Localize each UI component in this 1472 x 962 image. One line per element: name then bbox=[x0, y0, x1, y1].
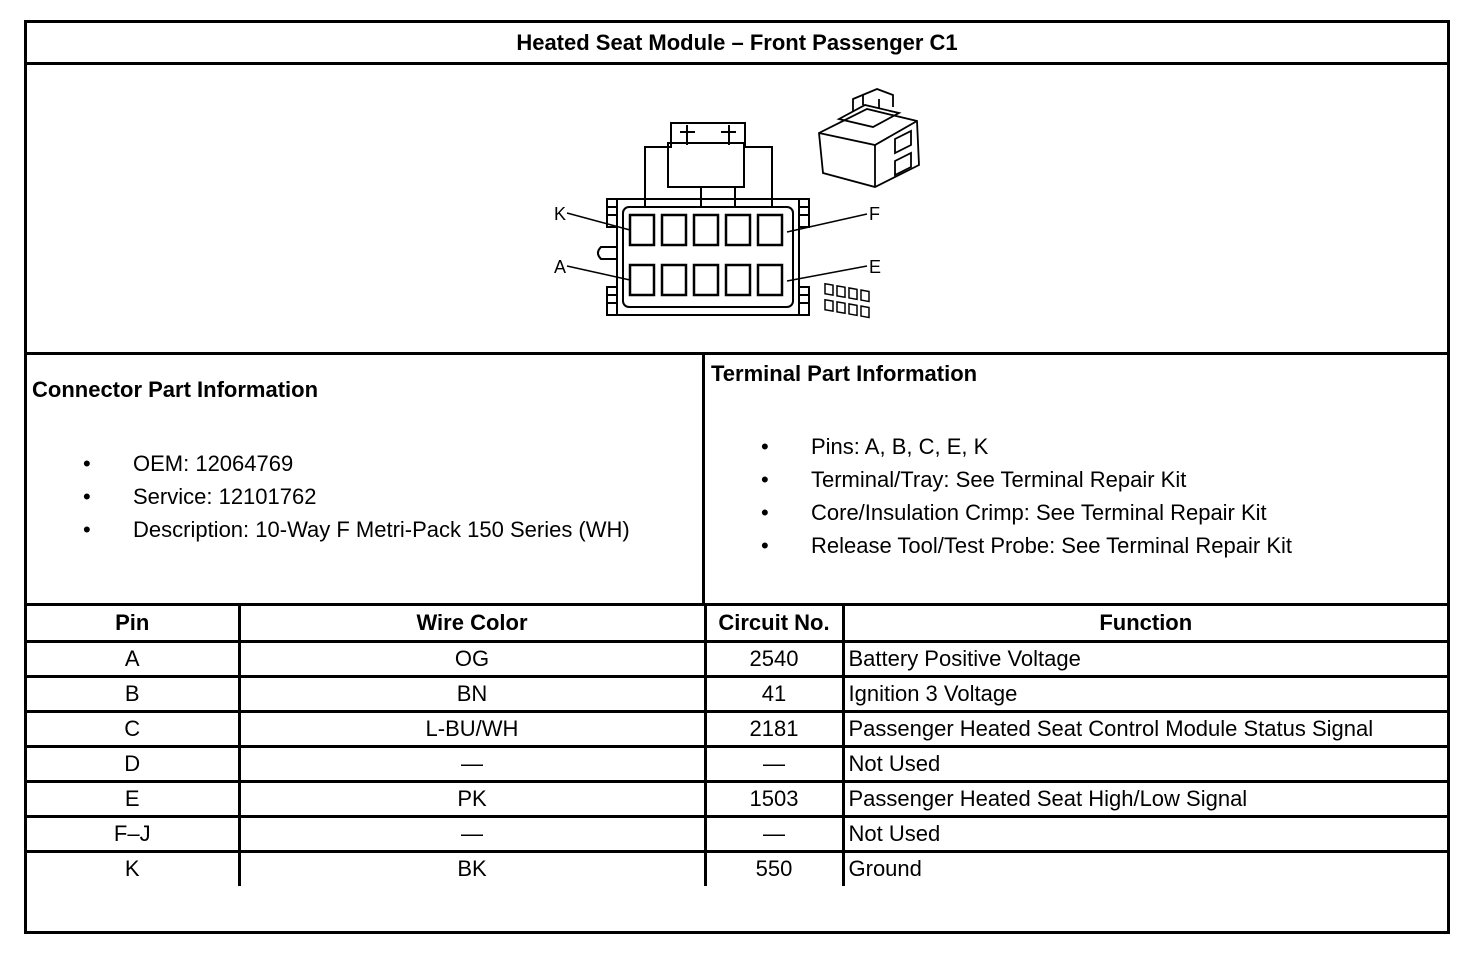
pin-cell: F–J bbox=[27, 816, 239, 851]
circuit-cell: 2540 bbox=[705, 641, 843, 676]
cavity-e bbox=[758, 265, 782, 295]
pin-label-e: E bbox=[869, 257, 882, 277]
terminal-part-info: Terminal Part Information • Pins: A, B, C, E, K • Terminal/Tray: See Terminal Repair Kit • Core/Insulation Crimp: See Terminal Repair Kit • Release Tool/Test Probe: See Terminal Repair Kit bbox=[705, 355, 1448, 603]
part-info-section bbox=[27, 355, 1447, 606]
col-header-function: Function bbox=[843, 606, 1447, 641]
connector-face-drawing bbox=[27, 65, 1447, 352]
terminal-info-heading: Terminal Part Information bbox=[711, 361, 978, 386]
pin-table bbox=[27, 606, 1447, 886]
circuit-cell: — bbox=[705, 816, 843, 851]
wire-color-cell: L-BU/WH bbox=[239, 711, 705, 746]
pin-cell: B bbox=[27, 676, 239, 711]
cavity-k bbox=[630, 215, 654, 245]
connector-part-info: Connector Part Information • OEM: 12064769 • Service: 12101762 • Description: 10-Way F Metri-Pack 150 Series (WH) bbox=[27, 355, 705, 603]
pin-label-a: A bbox=[554, 257, 567, 277]
function-cell: Not Used bbox=[843, 746, 1447, 781]
bullet-icon: • bbox=[761, 533, 769, 558]
pin-cell: D bbox=[27, 746, 239, 781]
cavity-f bbox=[758, 215, 782, 245]
page-title: Heated Seat Module – Front Passenger C1 bbox=[27, 23, 1447, 65]
wire-color-cell: — bbox=[239, 746, 705, 781]
table-row bbox=[27, 781, 1447, 816]
function-cell: Ground bbox=[843, 851, 1447, 886]
table-row bbox=[27, 746, 1447, 781]
pin-cavities bbox=[630, 215, 782, 295]
pin-cell: C bbox=[27, 711, 239, 746]
table-row bbox=[27, 641, 1447, 676]
function-cell: Ignition 3 Voltage bbox=[843, 676, 1447, 711]
wire-color-cell: BN bbox=[239, 676, 705, 711]
circuit-cell: 550 bbox=[705, 851, 843, 886]
table-row bbox=[27, 851, 1447, 886]
function-cell: Not Used bbox=[843, 816, 1447, 851]
bullet-icon: • bbox=[761, 434, 769, 459]
cavity-a bbox=[630, 265, 654, 295]
bullet-icon: • bbox=[83, 484, 91, 509]
col-header-circuit-no: Circuit No. bbox=[705, 606, 843, 641]
cavity-d bbox=[726, 265, 750, 295]
bullet-icon: • bbox=[83, 517, 91, 542]
pin-label-k: K bbox=[554, 204, 567, 224]
pin-cell: K bbox=[27, 851, 239, 886]
col-header-wire-color: Wire Color bbox=[239, 606, 705, 641]
function-cell: Battery Positive Voltage bbox=[843, 641, 1447, 676]
wire-color-cell: PK bbox=[239, 781, 705, 816]
bullet-icon: • bbox=[761, 500, 769, 525]
wire-color-cell: OG bbox=[239, 641, 705, 676]
connector-sheet bbox=[24, 20, 1450, 934]
cavity-j bbox=[662, 215, 686, 245]
cavity-b bbox=[662, 265, 686, 295]
cavity-c bbox=[694, 265, 718, 295]
pin-cell: A bbox=[27, 641, 239, 676]
cavity-g bbox=[726, 215, 750, 245]
wire-color-cell: — bbox=[239, 816, 705, 851]
circuit-cell: 41 bbox=[705, 676, 843, 711]
table-row bbox=[27, 711, 1447, 746]
circuit-cell: 1503 bbox=[705, 781, 843, 816]
wire-color-cell: BK bbox=[239, 851, 705, 886]
bullet-icon: • bbox=[83, 451, 91, 476]
pin-label-f: F bbox=[869, 204, 880, 224]
circuit-cell: 2181 bbox=[705, 711, 843, 746]
table-row bbox=[27, 676, 1447, 711]
pin-cell: E bbox=[27, 781, 239, 816]
circuit-cell: — bbox=[705, 746, 843, 781]
function-cell: Passenger Heated Seat Control Module Status Signal bbox=[843, 711, 1447, 746]
bullet-icon: • bbox=[761, 467, 769, 492]
function-cell: Passenger Heated Seat High/Low Signal bbox=[843, 781, 1447, 816]
table-row bbox=[27, 816, 1447, 851]
connector-diagram bbox=[27, 65, 1447, 355]
table-header-row bbox=[27, 606, 1447, 641]
col-header-pin: Pin bbox=[27, 606, 239, 641]
cavity-h bbox=[694, 215, 718, 245]
connector-info-heading: Connector Part Information bbox=[32, 377, 319, 402]
